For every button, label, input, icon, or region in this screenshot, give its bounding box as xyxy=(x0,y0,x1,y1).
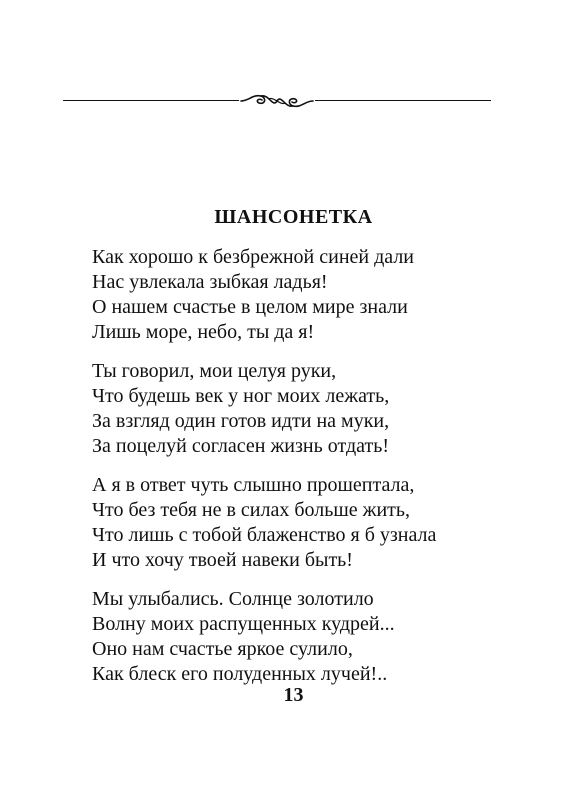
poem-line: Ты говорил, мои целуя руки, xyxy=(92,360,337,382)
header-divider xyxy=(63,90,491,112)
poem-line: Лишь море, небо, ты да я! xyxy=(92,321,315,343)
poem-body xyxy=(92,245,512,701)
poem-line: И что хочу твоей навеки быть! xyxy=(92,549,353,571)
poem-line: Волну моих распущенных кудрей... xyxy=(92,613,395,635)
poem-line: За взгляд один готов идти на муки, xyxy=(92,410,390,432)
divider-line-right xyxy=(315,100,491,101)
poem-line: О нашем счастье в целом мире знали xyxy=(92,296,408,318)
poem-line: Что будешь век у ног моих лежать, xyxy=(92,385,390,407)
divider-line-left xyxy=(63,100,239,101)
poem-line: Как хорошо к безбрежной синей дали xyxy=(92,246,415,268)
stanza xyxy=(92,245,512,345)
poem-line: Нас увлекала зыбкая ладья! xyxy=(92,271,328,293)
poem-line: Мы улыбались. Солнце золотило xyxy=(92,588,374,610)
poem-title: ШАНСОНЕТКА xyxy=(214,206,373,228)
flourish-ornament-icon xyxy=(239,90,315,112)
poem-line: Как блеск его полуденных лучей!.. xyxy=(92,663,388,685)
poem-line: Что без тебя не в силах больше жить, xyxy=(92,499,411,521)
stanza xyxy=(92,359,512,459)
poem-line: Что лишь с тобой блаженство я б узнала xyxy=(92,524,437,546)
poem-line: За поцелуй согласен жизнь отдать! xyxy=(92,435,390,457)
page-number: 13 xyxy=(283,684,304,706)
stanza xyxy=(92,587,512,687)
poem-line: А я в ответ чуть слышно прошептала, xyxy=(92,474,415,496)
poem-line: Оно нам счастье яркое сулило, xyxy=(92,638,353,660)
stanza xyxy=(92,473,512,573)
